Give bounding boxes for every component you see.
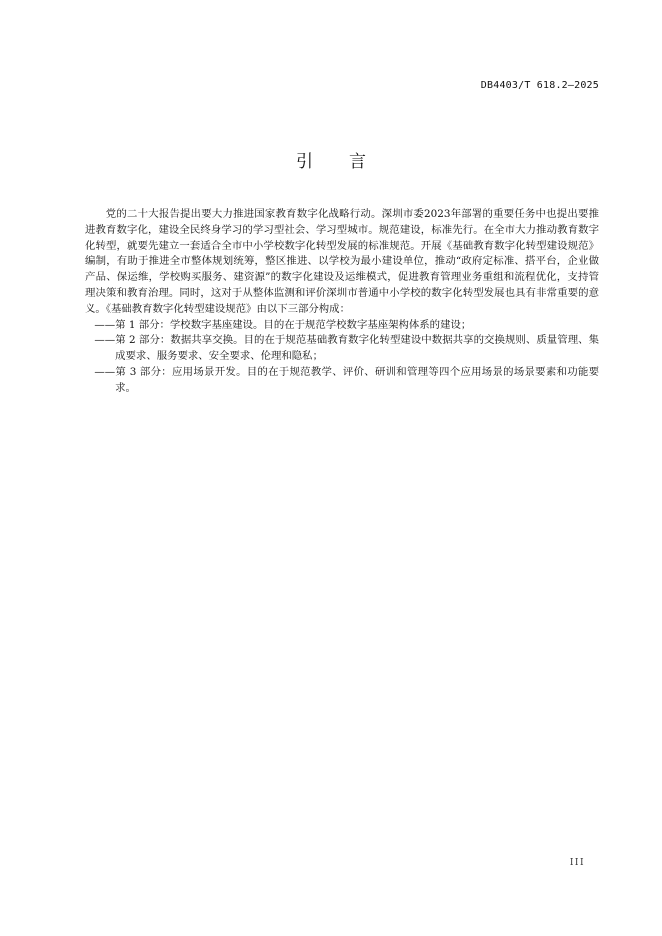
list-item-part-1: ——第 1 部分：学校数字基座建设。目的在于规范学校数字基座架构体系的建设； bbox=[94, 318, 472, 331]
document-code: DB4403/T 618.2—2025 bbox=[480, 80, 599, 91]
list-item-part-2: ——第 2 部分：数据共享交换。目的在于规范基础教育数字化转型建设中数据共享的交换规则、质量管理、集成要求、服务要求、安全要求、伦理和隐私； bbox=[94, 334, 599, 363]
page-number: III bbox=[569, 858, 585, 868]
intro-paragraph: 党的二十大报告提出要大力推进国家教育数字化战略行动。深圳市委2023年部署的重要任务中也提出要推进教育数字化，建设全民终身学习的学习型社会、学习型城市。规范建设，标准先行。在全市大力推动教育数字化转型，就要先建立一套适合全市中小学校数字化转型发展的标准规范。开展《基础教育数字化转型建设规范》编制，有助于推进全市整体规划统筹，整区推进、以学校为最小建设单位，推动“政府定标准、搭平台，企业做产品、保运维，学校购买服务、建资源”的数字化建设及运维模式，促进教育管理业务重组和流程优化，支持管理决策和教育治理。同时，这对于从整体监测和评价深圳市普通中小学校的数字化转型发展也具有非常重要的意义。《基础教育数字化转型建设规范》由以下三部分构成： bbox=[85, 208, 599, 315]
list-item-part-3: ——第 3 部分：应用场景开发。目的在于规范教学、评价、研训和管理等四个应用场景的场景要素和功能要求。 bbox=[94, 365, 599, 394]
page-title: 引言 bbox=[296, 152, 402, 172]
body-text bbox=[85, 207, 599, 397]
parts-list bbox=[85, 318, 599, 397]
